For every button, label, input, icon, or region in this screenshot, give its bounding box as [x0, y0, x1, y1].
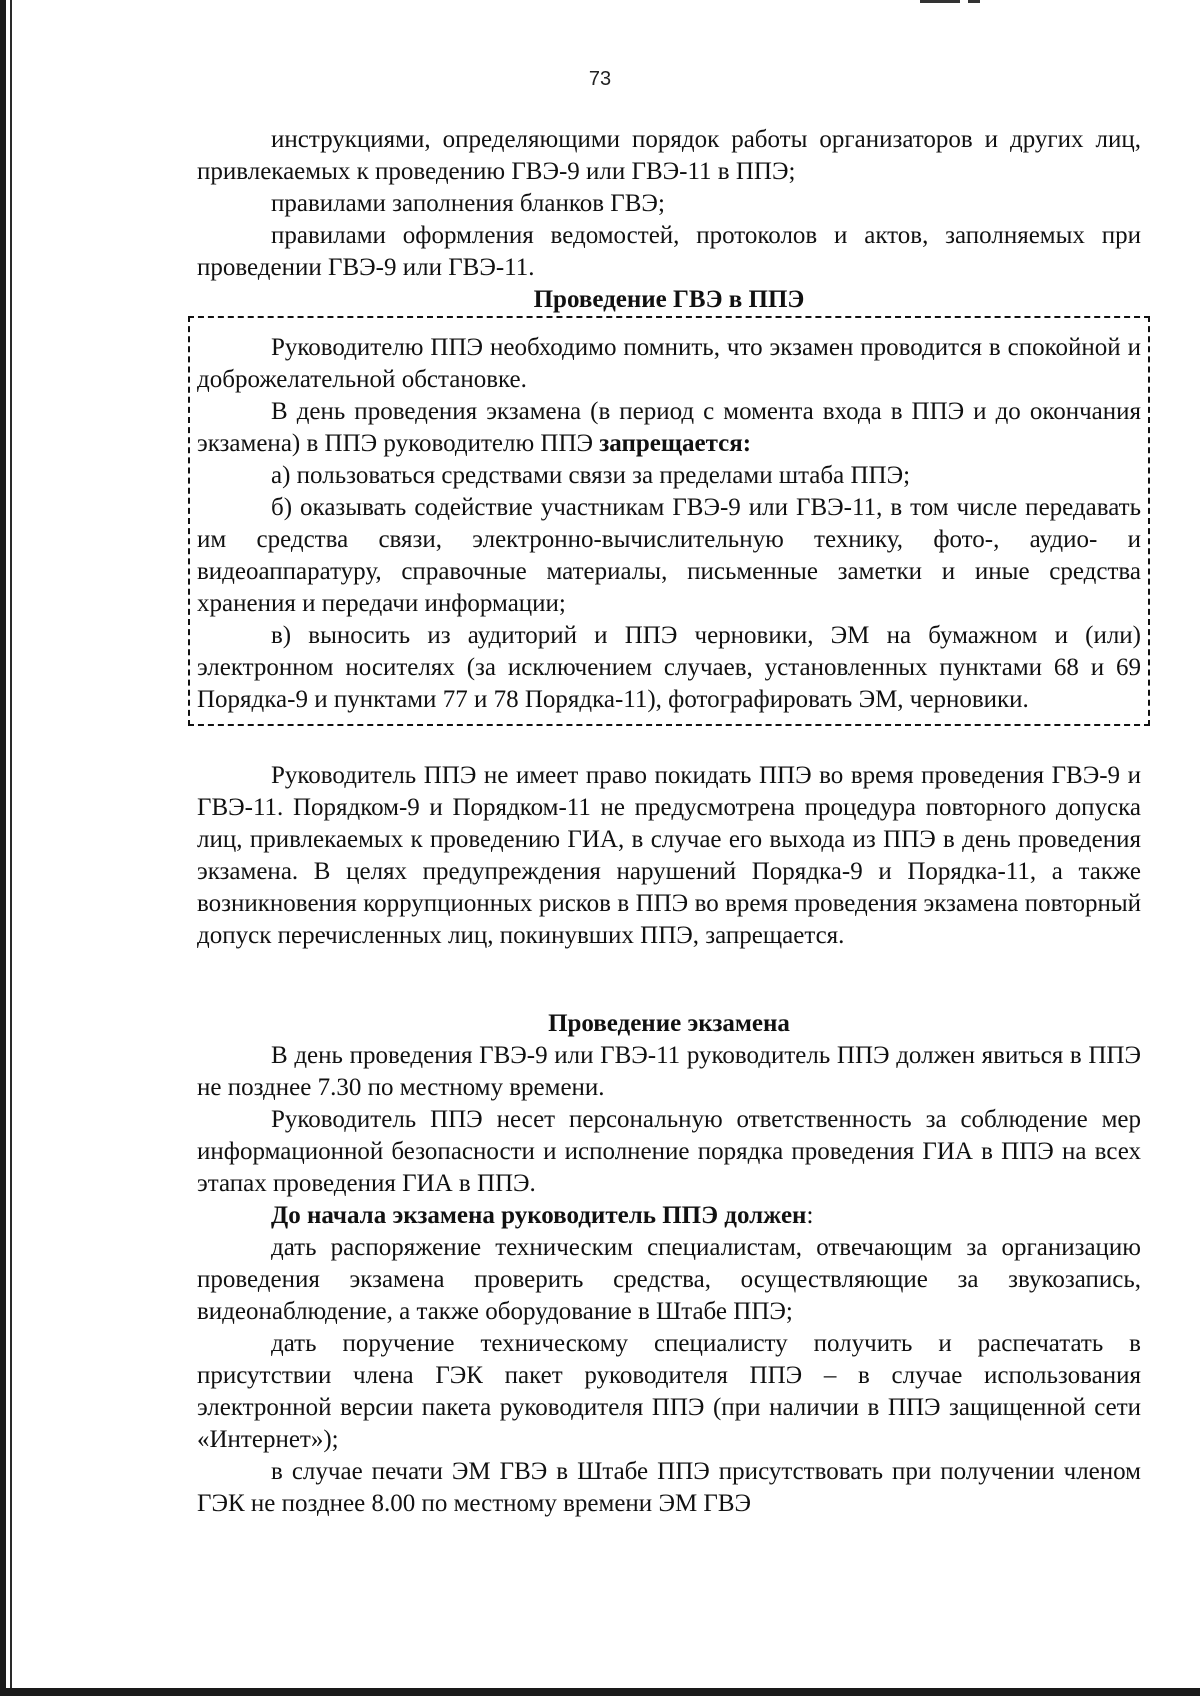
prohibitions-box: [188, 316, 1150, 726]
exam-paragraph-2: Руководитель ППЭ несет персональную ответственность за соблюдение мер информационной безопасности и исполнение порядка проведения ГИА в ППЭ на всех этапах проведения ГИА в ППЭ.: [197, 1106, 1141, 1197]
intro-paragraph-1: инструкциями, определяющими порядок работы организаторов и других лиц, привлекаемых к проведению ГВЭ-9 или ГВЭ-11 в ППЭ;: [197, 126, 1141, 185]
scan-top-mark: [968, 0, 980, 3]
box-item-c: в) выносить из аудиторий и ППЭ черновики, ЭМ на бумажном и (или) электронном носителях (за исключением случаев, установленных пунктами 68 и 69 Порядка-9 и пунктами 77 и 78 Порядка-11), фотографировать ЭМ, черновики.: [197, 622, 1141, 713]
spacer: [197, 726, 1141, 760]
before-exam-item-1: дать распоряжение техническим специалистам, отвечающим за организацию проведения экзамена проверить средства, осуществляющие за звукозапись, видеонаблюдение, а также оборудование в Штабе ППЭ;: [197, 1234, 1141, 1325]
scan-edge-left-thin: [10, 0, 12, 1696]
box-paragraph-2-text: В день проведения экзамена (в период с момента входа в ППЭ и до окончания экзамена) в ППЭ руководителю ППЭ: [197, 398, 1141, 457]
spacer: [197, 952, 1141, 1008]
page-content: [197, 124, 1141, 1520]
scan-edge-bottom: [0, 1688, 1200, 1696]
scan-top-mark: [920, 0, 960, 3]
intro-paragraph-3: правилами оформления ведомостей, протоколов и актов, заполняемых при проведении ГВЭ-9 или ГВЭ-11.: [197, 222, 1141, 281]
box-item-b: б) оказывать содействие участникам ГВЭ-9 или ГВЭ-11, в том числе передавать им средства связи, электронно-вычислительную технику, фото-, аудио- и видеоаппаратуру, справочные материалы, письменные заметки и иные средства хранения и передачи информации;: [197, 494, 1141, 617]
box-paragraph-1: Руководителю ППЭ необходимо помнить, что экзамен проводится в спокойной и доброжелательной обстановке.: [197, 334, 1141, 393]
before-exam-item-2: дать поручение техническому специалисту получить и распечатать в присутствии члена ГЭК пакет руководителя ППЭ – в случае использования электронной версии пакета руководителя ППЭ (при наличии в ППЭ защищенной сети «Интернет»);: [197, 1330, 1141, 1453]
before-exam-heading-colon: :: [806, 1202, 814, 1229]
before-exam-item-3: в случае печати ЭМ ГВЭ в Штабе ППЭ присутствовать при получении членом ГЭК не позднее 8.00 по местному времени ЭМ ГВЭ: [197, 1458, 1141, 1517]
scan-edge-left: [0, 0, 6, 1696]
section-heading-ppe: Проведение ГВЭ в ППЭ: [533, 286, 805, 313]
before-exam-heading: [197, 1200, 1141, 1232]
exam-paragraph-1: В день проведения ГВЭ-9 или ГВЭ-11 руководитель ППЭ должен явиться в ППЭ не позднее 7.30 по местному времени.: [197, 1042, 1141, 1101]
section-heading-exam: Проведение экзамена: [548, 1010, 790, 1037]
before-exam-heading-text: До начала экзамена руководитель ППЭ должен: [271, 1202, 807, 1229]
box-item-a: а) пользоваться средствами связи за пределами штаба ППЭ;: [271, 462, 911, 489]
prohibited-label: запрещается:: [599, 430, 752, 457]
after-box-paragraph: Руководитель ППЭ не имеет право покидать ППЭ во время проведения ГВЭ-9 и ГВЭ-11. Порядком-9 и Порядком-11 не предусмотрена процедура повторного допуска лиц, привлекаемых к проведению ГИА, в случае его выхода из ППЭ в день проведения экзамена. В целях предупреждения нарушений Порядка-9 и Порядка-11, а также возникновения коррупционных рисков в ППЭ во время проведения экзамена повторный допуск перечисленных лиц, покинувших ППЭ, запрещается.: [197, 762, 1141, 949]
page-number: 73: [588, 68, 612, 90]
box-paragraph-2: [197, 396, 1141, 460]
intro-paragraph-2: правилами заполнения бланков ГВЭ;: [271, 190, 665, 217]
